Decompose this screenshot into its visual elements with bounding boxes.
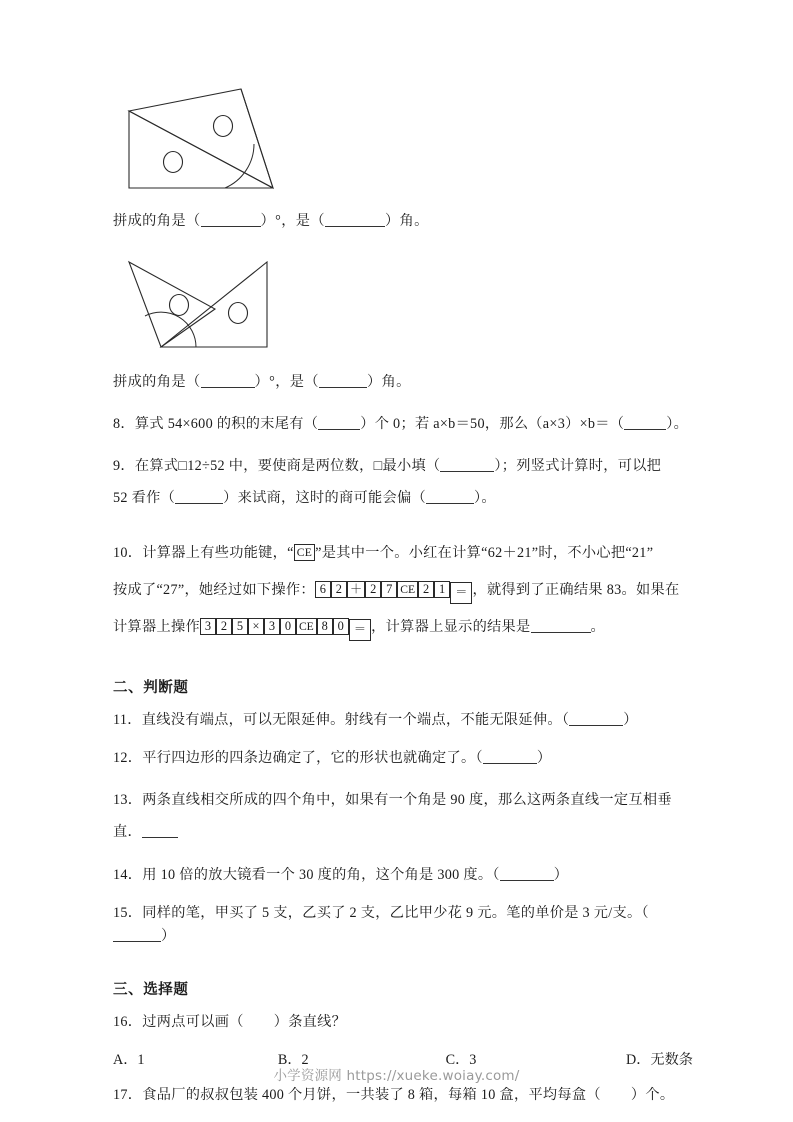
question-11 (113, 709, 693, 732)
question-13-text: 13．两条直线相交所成的四个角中，如果有一个角是 90 度，那么这两条直线一定互相垂 (113, 792, 672, 809)
option-b[interactable]: B．2 (277, 1052, 309, 1069)
question-10-part3: 按成了“27”，她经过如下操作： (113, 582, 315, 599)
question-8-part1: 8．算式 54×600 的积的末尾有（ (113, 416, 319, 433)
option-d[interactable]: D．无数条 (626, 1052, 693, 1069)
figure-2-caption-part3: ）角。 (366, 373, 411, 390)
calculator-key[interactable]: 1 (434, 581, 450, 598)
question-16-close: ）条直线？ (273, 1014, 347, 1031)
question-15-close: ） (161, 928, 176, 945)
question-8-blank-2[interactable] (624, 429, 666, 430)
calculator-key[interactable]: 5 (232, 618, 248, 635)
question-9-part2: ）；列竖式计算时，可以把 (494, 458, 662, 475)
question-15-blank[interactable] (113, 941, 161, 942)
calculator-key[interactable]: 2 (216, 618, 232, 635)
calculator-key[interactable]: × (248, 618, 264, 635)
question-9-part3: 52 看作（ (113, 490, 176, 507)
section-title-judgement: 二、判断题 (113, 680, 189, 697)
question-13-text2: 直． (113, 824, 142, 841)
question-14-text: 14．用 10 倍的放大镜看一个 30 度的角，这个角是 300 度。（ (113, 867, 500, 884)
section-title-choice: 三、选择题 (113, 982, 189, 999)
figure-block-2 (113, 257, 693, 394)
question-10-part4: ，就得到了正确结果 83。如果在 (472, 582, 680, 599)
figure-2-caption (113, 371, 693, 394)
question-9-blank-1[interactable] (440, 471, 494, 472)
question-8 (113, 413, 693, 436)
question-12 (113, 747, 693, 770)
calculator-key[interactable]: 2 (365, 581, 381, 598)
question-16-text: 16．过两点可以画（ (113, 1014, 244, 1031)
question-13 (113, 785, 693, 849)
worksheet-content (113, 78, 693, 1107)
calculator-key-ce[interactable]: CE (397, 581, 418, 598)
calculator-key[interactable]: 2 (418, 581, 434, 598)
question-12-text: 12．平行四边形的四条边确定了，它的形状也就确定了。（ (113, 750, 483, 767)
question-15-text: 15．同样的笔，甲买了 5 支，乙买了 2 支，乙比甲少花 9 元。笔的单价是 3 元/支。（ (113, 905, 649, 922)
figure-2-caption-part1: 拼成的角是（ (113, 373, 201, 390)
figure-1-blank-type[interactable] (325, 226, 385, 227)
question-9-part5: ）。 (473, 490, 496, 507)
question-8-blank-1[interactable] (318, 429, 360, 430)
question-9 (113, 451, 693, 515)
question-16 (113, 1011, 693, 1034)
figure-2-blank-type[interactable] (319, 387, 367, 388)
footer-watermark: 小学资源网 https://xueke.woiay.com/ (273, 1068, 520, 1084)
option-c[interactable]: C．3 (445, 1052, 477, 1069)
question-9-part4: ）来试商，这时的商可能会偏（ (223, 490, 426, 507)
question-17 (113, 1084, 693, 1107)
calculator-key-equals[interactable]: ＝ (450, 582, 472, 604)
figure-2-caption-part2: ）°，是（ (254, 373, 319, 390)
figure-2-wrap (113, 257, 693, 362)
question-17-close: ）个。 (630, 1087, 675, 1104)
question-14-close: ） (553, 867, 569, 884)
question-14-blank[interactable] (500, 880, 554, 881)
question-11-blank[interactable] (569, 725, 623, 726)
question-10-part2: ”是其中一个。小红在计算“62＋21”时，不小心把“21” (315, 545, 654, 562)
figure-1-blank-degrees[interactable] (201, 226, 261, 227)
question-9-blank-2[interactable] (175, 503, 223, 504)
calculator-key-sequence-1 (315, 582, 473, 598)
question-10-part5: 计算器上操作 (113, 619, 200, 636)
figure-block-1 (113, 78, 693, 233)
question-8-part3: ）。 (666, 416, 689, 433)
tangram-angle-figure-2 (121, 257, 361, 357)
calculator-key[interactable]: 0 (280, 618, 296, 635)
calculator-key[interactable]: 8 (317, 618, 333, 635)
question-14 (113, 864, 693, 887)
calculator-key[interactable]: 7 (381, 581, 397, 598)
question-8-part2: ）个 0；若 a×b＝50，那么（a×3）×b＝（ (360, 416, 625, 433)
calculator-key-equals[interactable]: ＝ (349, 619, 371, 641)
option-a[interactable]: A．1 (113, 1052, 145, 1069)
figure-1-caption-part3: ）角。 (384, 213, 429, 229)
question-10-answer-blank[interactable] (531, 632, 591, 633)
question-15 (113, 902, 693, 948)
calculator-key[interactable]: 3 (264, 618, 280, 635)
question-17-text: 17．食品厂的叔叔包装 400 个月饼，一共装了 8 箱，每箱 10 盒，平均每盒（ (113, 1087, 601, 1104)
question-13-blank[interactable] (142, 837, 178, 838)
figure-1-caption-part2: ）°，是（ (260, 213, 325, 229)
calculator-key[interactable]: ＋ (347, 581, 365, 598)
calculator-key[interactable]: 3 (200, 618, 216, 635)
question-10-part6: ，计算器上显示的结果是 (371, 619, 531, 636)
calculator-key-ce[interactable]: CE (296, 618, 317, 635)
calculator-key-sequence-2 (200, 619, 371, 635)
question-10-part1: 10．计算器上有些功能键，“ (113, 545, 294, 562)
calculator-key[interactable]: 0 (333, 618, 349, 635)
question-11-text: 11．直线没有端点，可以无限延伸。射线有一个端点，不能无限延伸。（ (113, 712, 570, 729)
question-10-part7: 。 (590, 619, 606, 636)
tangram-angle-figure-1 (121, 78, 321, 196)
question-12-blank[interactable] (483, 763, 537, 764)
question-9-blank-3[interactable] (426, 503, 474, 504)
figure-1-wrap (113, 78, 693, 201)
question-12-close: ） (536, 750, 552, 767)
question-10 (113, 535, 693, 646)
figure-1-caption-part1: 拼成的角是（ (113, 213, 201, 229)
figure-2-blank-degrees[interactable] (201, 387, 255, 388)
figure-1-caption (113, 210, 693, 233)
question-11-close: ） (623, 712, 638, 729)
question-9-part1: 9．在算式□12÷52 中，要使商是两位数，□最小填（ (113, 458, 441, 475)
calculator-key-ce-inline[interactable]: CE (294, 544, 315, 561)
calculator-key[interactable]: 2 (331, 581, 347, 598)
calculator-key[interactable]: 6 (315, 581, 331, 598)
